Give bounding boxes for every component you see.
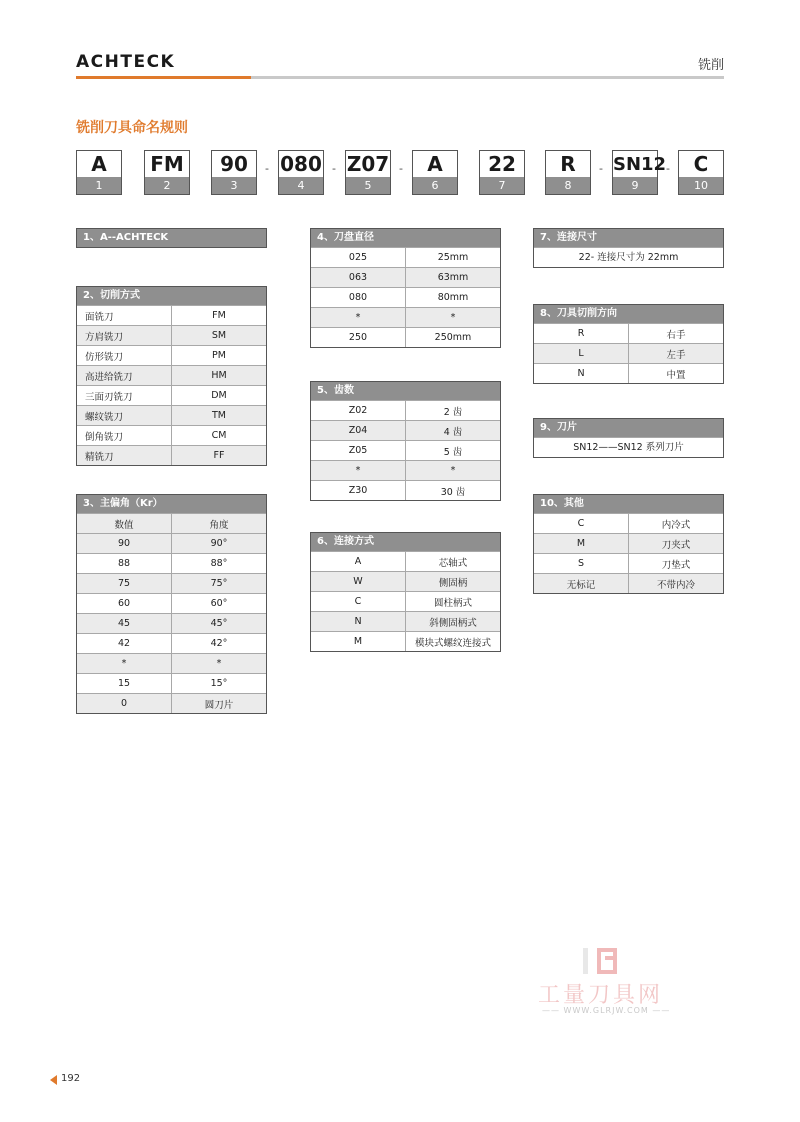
cell-value: 0 — [77, 694, 172, 714]
cell-code: TM — [172, 406, 267, 426]
table-row — [534, 514, 723, 534]
code-number: 7 — [480, 177, 524, 194]
cell-angle: 88° — [172, 554, 267, 574]
table-row — [77, 614, 266, 634]
cell-name: 螺纹铣刀 — [77, 406, 172, 426]
cell-value: * — [77, 654, 172, 674]
cell-direction: 左手 — [629, 344, 724, 364]
table-row — [77, 594, 266, 614]
cell-name: 倒角铣刀 — [77, 426, 172, 446]
cell-code: W — [311, 572, 406, 592]
table-row — [311, 308, 500, 328]
code-separator: - — [599, 162, 603, 175]
cell-code: 025 — [311, 248, 406, 268]
table-row — [77, 446, 266, 466]
cell-code: * — [311, 461, 406, 481]
cell-code: C — [534, 514, 629, 534]
table-row — [311, 461, 500, 481]
cell-size: * — [406, 308, 501, 328]
cell-code: C — [311, 592, 406, 612]
table-row — [311, 268, 500, 288]
code-box — [345, 150, 391, 195]
code-letter: 22 — [488, 152, 516, 176]
code-number: 6 — [413, 177, 457, 194]
cell-angle: 75° — [172, 574, 267, 594]
cell-code: HM — [172, 366, 267, 386]
cell-code: Z30 — [311, 481, 406, 501]
code-letter: C — [693, 152, 709, 176]
code-box — [144, 150, 190, 195]
cell-code: PM — [172, 346, 267, 366]
cell-teeth: 30 齿 — [406, 481, 501, 501]
table-row — [311, 481, 500, 501]
table-row — [77, 654, 266, 674]
cell-code: N — [534, 364, 629, 384]
code-letter: A — [91, 152, 107, 176]
watermark-text: 工量刀具网 — [538, 983, 664, 1008]
table-title: 9、刀片 — [534, 419, 723, 437]
table-title: 8、刀具切削方向 — [534, 305, 723, 323]
code-box — [76, 150, 122, 195]
cell-teeth: 4 齿 — [406, 421, 501, 441]
table-row — [77, 366, 266, 386]
header-rule-accent — [76, 76, 251, 79]
cell-angle: 60° — [172, 594, 267, 614]
cell-size: 63mm — [406, 268, 501, 288]
cell-code: R — [534, 324, 629, 344]
cell-teeth: 2 齿 — [406, 401, 501, 421]
cell-type: 模块式螺纹连接式 — [406, 632, 501, 652]
code-letter: 90 — [220, 152, 248, 176]
code-separator: - — [332, 162, 336, 175]
cell-code: SM — [172, 326, 267, 346]
code-number: 2 — [145, 177, 189, 194]
table-row — [77, 694, 266, 714]
table-row — [77, 386, 266, 406]
table-row — [534, 554, 723, 574]
table-cutting-direction — [533, 304, 724, 384]
cell-name: 方肩铣刀 — [77, 326, 172, 346]
cell-value: 75 — [77, 574, 172, 594]
cell-option: 刀夹式 — [629, 534, 724, 554]
cell-name: 高进给铣刀 — [77, 366, 172, 386]
header-rule — [76, 76, 724, 79]
cell-option: 刀垫式 — [629, 554, 724, 574]
table-title: 7、连接尺寸 — [534, 229, 723, 247]
cell-code: DM — [172, 386, 267, 406]
code-number: 9 — [613, 177, 657, 194]
code-box — [211, 150, 257, 195]
table-row — [534, 364, 723, 384]
table-connection-size — [533, 228, 724, 268]
table-row — [77, 346, 266, 366]
cell-size: 80mm — [406, 288, 501, 308]
code-box — [412, 150, 458, 195]
insert-text: SN12——SN12 系列刀片 — [534, 437, 723, 457]
cell-code: N — [311, 612, 406, 632]
cell-angle: 90° — [172, 534, 267, 554]
code-number: 5 — [346, 177, 390, 194]
table-row — [311, 572, 500, 592]
code-letter: FM — [150, 152, 184, 176]
cell-value: 15 — [77, 674, 172, 694]
cell-type: 圆柱柄式 — [406, 592, 501, 612]
cell-code: 无标记 — [534, 574, 629, 594]
table-row — [77, 406, 266, 426]
page-number: 192 — [61, 1073, 81, 1084]
code-number: 1 — [77, 177, 121, 194]
table-teeth-count — [310, 381, 501, 501]
section-name: 铣削 — [697, 58, 724, 73]
cell-angle: 15° — [172, 674, 267, 694]
table-row — [311, 612, 500, 632]
cell-value: 42 — [77, 634, 172, 654]
watermark-logo-icon — [583, 946, 627, 976]
cell-teeth: * — [406, 461, 501, 481]
cell-value: 90 — [77, 534, 172, 554]
brand-logo: ACHTECK — [76, 52, 176, 72]
cell-code: M — [311, 632, 406, 652]
cell-value: 88 — [77, 554, 172, 574]
table-row — [77, 426, 266, 446]
cell-angle: 圆刀片 — [172, 694, 267, 714]
table-row — [311, 421, 500, 441]
code-number: 8 — [546, 177, 590, 194]
cell-size: 250mm — [406, 328, 501, 348]
table-row — [311, 328, 500, 348]
table-row — [77, 306, 266, 326]
code-box — [545, 150, 591, 195]
table-row — [77, 554, 266, 574]
cell-code: 080 — [311, 288, 406, 308]
table-row — [77, 534, 266, 554]
code-box — [278, 150, 324, 195]
table-title: 4、刀盘直径 — [311, 229, 500, 247]
cell-code: FF — [172, 446, 267, 466]
page-title: 铣削刀具命名规则 — [76, 120, 188, 136]
table-row — [311, 441, 500, 461]
cell-value: 45 — [77, 614, 172, 634]
cell-type: 芯轴式 — [406, 552, 501, 572]
table-brand — [76, 228, 267, 248]
code-letter: 080 — [280, 152, 322, 176]
table-row — [77, 674, 266, 694]
table-lead-angle — [76, 494, 267, 714]
cell-option: 不带内冷 — [629, 574, 724, 594]
cell-code: Z02 — [311, 401, 406, 421]
code-letter: R — [560, 152, 576, 176]
cell-code: FM — [172, 306, 267, 326]
code-box — [612, 150, 667, 195]
table-title: 1、A--ACHTECK — [77, 229, 266, 247]
connection-size-text: 22- 连接尺寸为 22mm — [534, 247, 723, 267]
table-other — [533, 494, 724, 594]
code-letter: Z07 — [346, 152, 390, 176]
table-cutter-diameter — [310, 228, 501, 348]
cell-angle: 45° — [172, 614, 267, 634]
cell-angle: 42° — [172, 634, 267, 654]
table-row — [311, 248, 500, 268]
cell-type: 侧固柄 — [406, 572, 501, 592]
table-connection-type — [310, 532, 501, 652]
table-title: 3、主偏角（Kr） — [77, 495, 266, 513]
code-number: 4 — [279, 177, 323, 194]
code-box — [678, 150, 724, 195]
cell-code: S — [534, 554, 629, 574]
table-row — [534, 534, 723, 554]
cell-name: 面铣刀 — [77, 306, 172, 326]
watermark-url: —— WWW.GLRJW.COM —— — [542, 1006, 671, 1015]
table-cutting-method — [76, 286, 267, 466]
table-title: 2、切削方式 — [77, 287, 266, 305]
code-number: 10 — [679, 177, 723, 194]
cell-code: 063 — [311, 268, 406, 288]
table-row — [534, 574, 723, 594]
table-row — [311, 288, 500, 308]
cell-code: * — [311, 308, 406, 328]
cell-code: A — [311, 552, 406, 572]
table-row — [534, 344, 723, 364]
cell-type: 斜侧固柄式 — [406, 612, 501, 632]
table-title: 10、其他 — [534, 495, 723, 513]
cell-name: 精铣刀 — [77, 446, 172, 466]
code-letter: A — [427, 152, 443, 176]
cell-size: 25mm — [406, 248, 501, 268]
cell-direction: 中置 — [629, 364, 724, 384]
cell-code: 250 — [311, 328, 406, 348]
table-row — [534, 324, 723, 344]
cell-code: L — [534, 344, 629, 364]
code-letter: SN12 — [613, 154, 667, 175]
cell-direction: 右手 — [629, 324, 724, 344]
table-row — [77, 634, 266, 654]
column-header: 数值 — [77, 514, 172, 534]
table-row — [311, 552, 500, 572]
code-separator: - — [666, 162, 670, 175]
table-title: 6、连接方式 — [311, 533, 500, 551]
cell-code: M — [534, 534, 629, 554]
table-row — [77, 514, 266, 534]
table-insert — [533, 418, 724, 458]
cell-option: 内冷式 — [629, 514, 724, 534]
table-row — [311, 592, 500, 612]
table-row — [311, 632, 500, 652]
cell-name: 仿形铣刀 — [77, 346, 172, 366]
cell-name: 三面刃铣刀 — [77, 386, 172, 406]
table-row — [77, 574, 266, 594]
page-marker-icon — [50, 1075, 57, 1085]
table-row — [77, 326, 266, 346]
table-row — [311, 401, 500, 421]
code-separator: - — [265, 162, 269, 175]
cell-code: CM — [172, 426, 267, 446]
cell-angle: * — [172, 654, 267, 674]
cell-value: 60 — [77, 594, 172, 614]
table-title: 5、齿数 — [311, 382, 500, 400]
cell-teeth: 5 齿 — [406, 441, 501, 461]
code-separator: - — [399, 162, 403, 175]
column-header: 角度 — [172, 514, 267, 534]
cell-code: Z05 — [311, 441, 406, 461]
cell-code: Z04 — [311, 421, 406, 441]
code-box — [479, 150, 525, 195]
code-number: 3 — [212, 177, 256, 194]
